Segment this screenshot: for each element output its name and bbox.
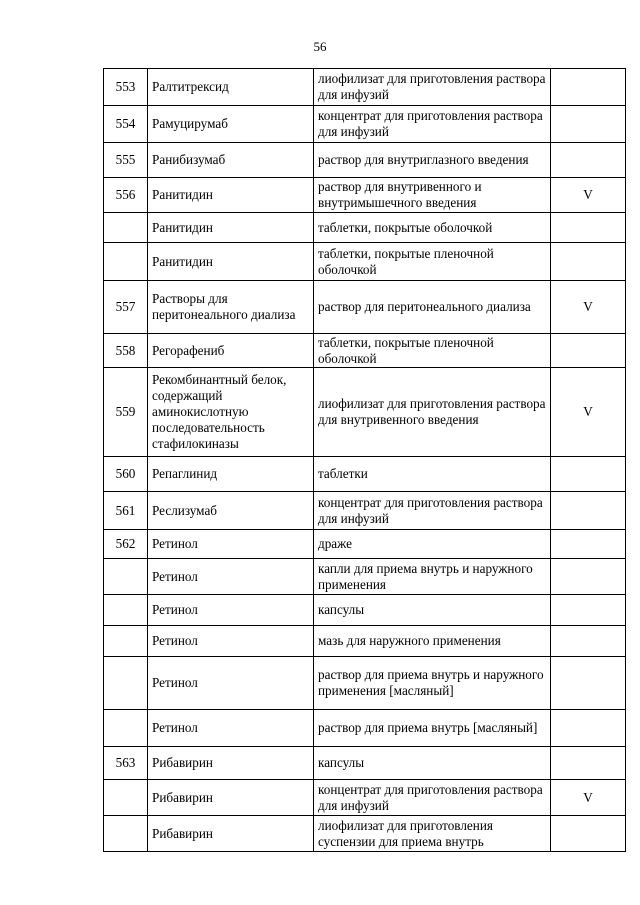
row-number: 561 xyxy=(104,492,148,530)
table-row xyxy=(104,368,626,457)
drug-name: Ранитидин xyxy=(148,243,314,281)
drug-name: Ралтитрексид xyxy=(148,69,314,106)
table-row xyxy=(104,106,626,143)
row-number: 555 xyxy=(104,143,148,178)
mark-cell xyxy=(551,559,626,595)
page-number: 56 xyxy=(313,39,327,54)
dosage-form: лиофилизат для приготовления раствора для инфузий xyxy=(314,69,551,106)
drug-name: Растворы для перитонеального диализа xyxy=(148,281,314,334)
mark-cell xyxy=(551,626,626,657)
dosage-form: лиофилизат для приготовления суспензии для приема внутрь xyxy=(314,816,551,852)
drug-name: Ранитидин xyxy=(148,178,314,213)
dosage-form: драже xyxy=(314,530,551,559)
table-row xyxy=(104,69,626,106)
dosage-form: капли для приема внутрь и наружного применения xyxy=(314,559,551,595)
drug-table xyxy=(103,68,626,852)
dosage-form: таблетки, покрытые пленочной оболочкой xyxy=(314,243,551,281)
row-number xyxy=(104,816,148,852)
dosage-form: концентрат для приготовления раствора для инфузий xyxy=(314,492,551,530)
drug-name: Рибавирин xyxy=(148,816,314,852)
dosage-form: раствор для перитонеального диализа xyxy=(314,281,551,334)
table-row xyxy=(104,816,626,852)
drug-name: Ретинол xyxy=(148,657,314,710)
table-row xyxy=(104,657,626,710)
drug-name: Ретинол xyxy=(148,530,314,559)
drug-name: Репаглинид xyxy=(148,457,314,492)
mark-cell: V xyxy=(551,178,626,213)
dosage-form: раствор для приема внутрь и наружного применения [масляный] xyxy=(314,657,551,710)
dosage-form: раствор для приема внутрь [масляный] xyxy=(314,710,551,747)
row-number xyxy=(104,243,148,281)
table-row xyxy=(104,243,626,281)
drug-name: Ретинол xyxy=(148,710,314,747)
dosage-form: капсулы xyxy=(314,747,551,780)
row-number: 558 xyxy=(104,334,148,368)
mark-cell: V xyxy=(551,281,626,334)
table-row xyxy=(104,492,626,530)
mark-cell xyxy=(551,530,626,559)
mark-cell xyxy=(551,457,626,492)
dosage-form: капсулы xyxy=(314,595,551,626)
dosage-form: раствор для внутривенного и внутримышечного введения xyxy=(314,178,551,213)
table-row xyxy=(104,281,626,334)
row-number xyxy=(104,626,148,657)
row-number xyxy=(104,710,148,747)
row-number xyxy=(104,595,148,626)
drug-name: Рибавирин xyxy=(148,780,314,816)
mark-cell xyxy=(551,657,626,710)
row-number: 563 xyxy=(104,747,148,780)
mark-cell xyxy=(551,710,626,747)
row-number xyxy=(104,657,148,710)
table-row xyxy=(104,780,626,816)
drug-name: Ретинол xyxy=(148,595,314,626)
table-row xyxy=(104,178,626,213)
dosage-form: мазь для наружного применения xyxy=(314,626,551,657)
drug-name: Ретинол xyxy=(148,559,314,595)
row-number: 560 xyxy=(104,457,148,492)
mark-cell xyxy=(551,492,626,530)
table-row xyxy=(104,595,626,626)
drug-name: Ранибизумаб xyxy=(148,143,314,178)
table-row xyxy=(104,626,626,657)
row-number xyxy=(104,780,148,816)
mark-cell: V xyxy=(551,368,626,457)
drug-name: Ретинол xyxy=(148,626,314,657)
mark-cell xyxy=(551,816,626,852)
table-row xyxy=(104,530,626,559)
mark-cell xyxy=(551,747,626,780)
dosage-form: таблетки, покрытые оболочкой xyxy=(314,213,551,243)
table-row xyxy=(104,710,626,747)
row-number: 557 xyxy=(104,281,148,334)
row-number xyxy=(104,559,148,595)
mark-cell xyxy=(551,69,626,106)
dosage-form: лиофилизат для приготовления раствора для внутривенного введения xyxy=(314,368,551,457)
table-row xyxy=(104,334,626,368)
table-row xyxy=(104,559,626,595)
dosage-form: таблетки xyxy=(314,457,551,492)
dosage-form: таблетки, покрытые пленочной оболочкой xyxy=(314,334,551,368)
table-row xyxy=(104,457,626,492)
mark-cell xyxy=(551,334,626,368)
mark-cell xyxy=(551,595,626,626)
row-number: 559 xyxy=(104,368,148,457)
row-number: 562 xyxy=(104,530,148,559)
drug-name: Регорафениб xyxy=(148,334,314,368)
mark-cell xyxy=(551,143,626,178)
row-number: 554 xyxy=(104,106,148,143)
mark-cell xyxy=(551,243,626,281)
drug-name: Реслизумаб xyxy=(148,492,314,530)
mark-cell xyxy=(551,106,626,143)
dosage-form: концентрат для приготовления раствора для инфузий xyxy=(314,780,551,816)
row-number: 556 xyxy=(104,178,148,213)
drug-name: Рибавирин xyxy=(148,747,314,780)
row-number: 553 xyxy=(104,69,148,106)
table-row xyxy=(104,747,626,780)
mark-cell xyxy=(551,213,626,243)
dosage-form: концентрат для приготовления раствора для инфузий xyxy=(314,106,551,143)
drug-name: Рекомбинантный белок, содержащий аминокислотную последовательность стафилокиназы xyxy=(148,368,314,457)
drug-name: Ранитидин xyxy=(148,213,314,243)
table-row xyxy=(104,143,626,178)
dosage-form: раствор для внутриглазного введения xyxy=(314,143,551,178)
row-number xyxy=(104,213,148,243)
mark-cell: V xyxy=(551,780,626,816)
drug-name: Рамуцирумаб xyxy=(148,106,314,143)
table-row xyxy=(104,213,626,243)
